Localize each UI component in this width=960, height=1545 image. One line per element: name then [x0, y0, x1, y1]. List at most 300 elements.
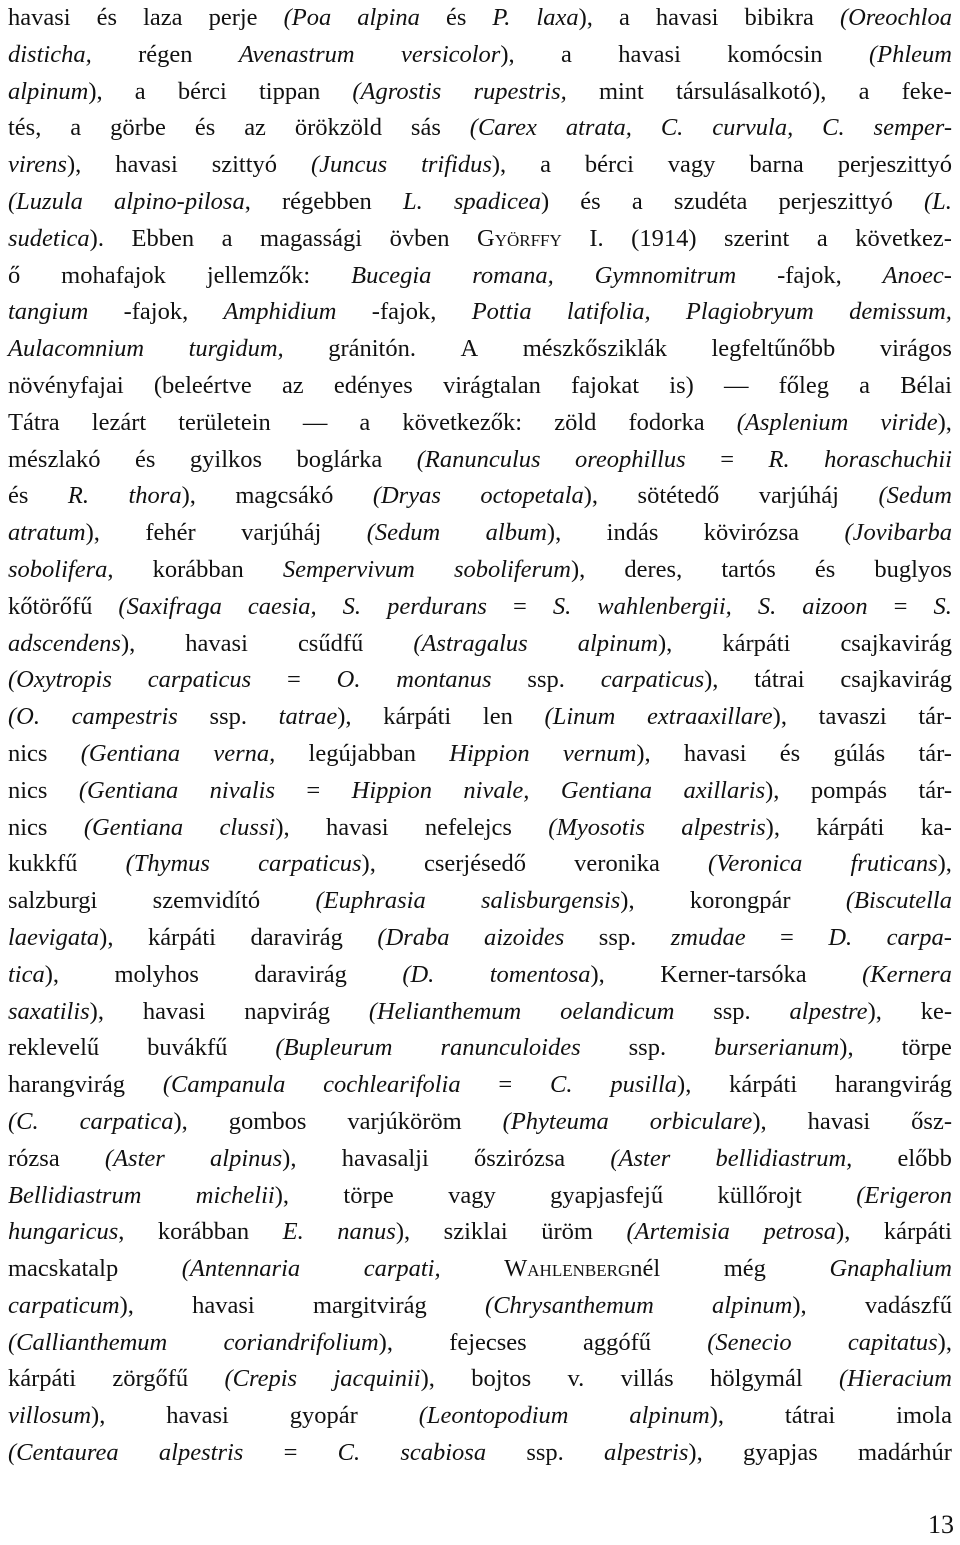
text: jellemzők:: [206, 261, 311, 289]
word: [839, 1361, 952, 1398]
text: havasi: [618, 40, 681, 68]
word: [724, 1251, 766, 1288]
text: sás: [410, 114, 441, 142]
word: [250, 920, 343, 957]
text: bojtos: [471, 1365, 532, 1393]
text-line: [8, 846, 952, 883]
italic-text: (Luzula: [8, 187, 83, 215]
text: ),: [420, 1365, 435, 1393]
text: üröm: [541, 1218, 593, 1246]
word: [97, 0, 117, 37]
word: [8, 37, 92, 74]
word: [460, 331, 478, 368]
italic-text: R.: [768, 445, 790, 473]
word: [724, 368, 749, 405]
italic-text: (Ranunculus: [416, 445, 541, 473]
text-line: [8, 368, 952, 405]
word: [481, 883, 635, 920]
word: [779, 368, 829, 405]
text: és: [580, 187, 601, 215]
word: [574, 846, 660, 883]
text: komócsin: [727, 40, 823, 68]
text-line: [8, 662, 952, 699]
italic-text: Avenastrum: [238, 40, 355, 68]
text: =: [780, 923, 794, 951]
word: [326, 810, 389, 847]
text: kukkfű: [8, 850, 78, 878]
text-line: [8, 1214, 952, 1251]
text: kárpáti: [816, 813, 885, 841]
word: [628, 405, 704, 442]
text: nics: [8, 776, 48, 804]
text: ),: [571, 555, 586, 583]
word: [351, 258, 431, 295]
word: [887, 920, 952, 957]
word: [779, 184, 893, 221]
italic-text: salisburgensis: [480, 887, 621, 915]
text: ),: [792, 1291, 807, 1319]
word: [470, 110, 537, 147]
word: [785, 1398, 835, 1435]
italic-text: oelandicum: [560, 997, 675, 1025]
italic-text: (Saxifraga: [118, 592, 222, 620]
word: [743, 1435, 818, 1472]
text: ),: [765, 813, 780, 841]
text: gyapjasfejű: [550, 1181, 664, 1209]
text: ),: [181, 482, 196, 510]
italic-text: (Draba: [377, 923, 450, 951]
word: [189, 331, 284, 368]
word: [413, 626, 527, 663]
word: [315, 883, 425, 920]
text: ),: [66, 151, 82, 179]
word: [480, 478, 598, 515]
text: a: [631, 187, 643, 215]
text-line: [8, 184, 952, 221]
text: a: [221, 224, 233, 252]
word: [449, 1325, 527, 1362]
word: [148, 662, 251, 699]
italic-text: extraaxillare: [647, 703, 773, 731]
italic-text: alpinum: [712, 1291, 793, 1319]
word: [8, 442, 101, 479]
word: [352, 74, 441, 111]
text-line: [8, 957, 952, 994]
word: [8, 1067, 125, 1104]
italic-text: atratum: [8, 519, 86, 547]
text: a: [561, 40, 572, 68]
word: [402, 957, 434, 994]
italic-text: Gentiana: [560, 776, 653, 804]
word: [902, 1030, 952, 1067]
text: varjúháj: [241, 519, 322, 547]
word: [190, 442, 262, 479]
text: a: [540, 151, 551, 179]
word: [8, 699, 40, 736]
text: és: [194, 114, 216, 142]
word: [669, 368, 694, 405]
text: örökzöld: [294, 114, 382, 142]
text: küllőrojt: [717, 1181, 802, 1209]
word: [607, 515, 659, 552]
text: margitvirág: [312, 1291, 427, 1319]
text: ),: [583, 482, 599, 510]
text: mint: [598, 77, 644, 105]
word: [567, 294, 651, 331]
italic-text: curvula,: [712, 114, 794, 142]
italic-text: C.: [822, 114, 845, 142]
italic-text: (Artemisia: [626, 1218, 730, 1246]
word: [713, 994, 750, 1031]
text: a: [858, 77, 870, 105]
word: [523, 331, 667, 368]
word: [934, 589, 952, 626]
word: [610, 1067, 691, 1104]
word: [561, 773, 652, 810]
text: övben: [389, 224, 450, 252]
text: következők:: [402, 408, 523, 436]
text: kárpáti: [8, 1365, 77, 1393]
text: törpe: [343, 1181, 394, 1209]
text: ),: [44, 960, 60, 988]
italic-text: sobolifera: [8, 555, 108, 583]
word: [681, 810, 780, 847]
page-number: 13: [928, 1510, 954, 1539]
word: [629, 1030, 666, 1067]
italic-text: Gnaphalium: [829, 1255, 952, 1283]
text: fajokat: [571, 371, 640, 399]
italic-text: D.: [828, 923, 853, 951]
text: szittyó: [211, 151, 278, 179]
word: [126, 846, 210, 883]
word: [708, 846, 802, 883]
word: [802, 589, 867, 626]
text: ),: [704, 666, 719, 694]
word: [486, 515, 562, 552]
word: [883, 258, 952, 295]
word: [490, 957, 605, 994]
italic-text: tomentosa: [489, 960, 591, 988]
word: [869, 37, 952, 74]
italic-text: fruticans: [850, 850, 938, 878]
italic-text: latifolia,: [566, 298, 651, 326]
word: [690, 883, 791, 920]
text: tippan: [258, 77, 321, 105]
text: cserjésedő: [423, 850, 527, 878]
word: [115, 147, 178, 184]
text: bibikra: [744, 4, 814, 31]
text: rózsa: [8, 1144, 60, 1172]
italic-text: Bellidiastrum: [8, 1181, 142, 1209]
word: [342, 1141, 429, 1178]
word: [8, 184, 83, 221]
italic-text: (Sedum: [878, 482, 952, 510]
text: I.: [589, 224, 604, 252]
word: [367, 515, 440, 552]
text: kövirózsa: [703, 519, 800, 547]
word: [859, 74, 870, 111]
word: [477, 221, 562, 258]
italic-text: S.: [342, 592, 362, 620]
text: gombos: [228, 1107, 307, 1135]
word: [900, 368, 952, 405]
italic-text: pusilla: [610, 1071, 678, 1099]
italic-text: (Poa: [283, 4, 332, 31]
text: ),: [361, 850, 376, 878]
italic-text: alpinus: [210, 1144, 283, 1172]
italic-text: turgidum,: [188, 335, 284, 363]
word: [8, 1288, 134, 1325]
text: is): [669, 371, 694, 399]
text: tavaszi: [818, 703, 887, 731]
word: [68, 478, 89, 515]
word: [390, 221, 450, 258]
text-line: [8, 110, 952, 147]
word: [474, 1141, 565, 1178]
italic-text: jacquinii: [333, 1365, 421, 1393]
text: buvákfű: [147, 1034, 228, 1062]
text: törpe: [901, 1034, 952, 1062]
word: [147, 1030, 227, 1067]
text: görbe: [110, 114, 166, 142]
text: gyopár: [289, 1402, 358, 1430]
text: ),: [282, 1144, 297, 1172]
italic-text: C.: [550, 1071, 573, 1099]
italic-text: verna,: [213, 739, 276, 767]
italic-text: (Veronica: [708, 850, 803, 878]
text: Kerner-tarsóka: [660, 960, 807, 988]
word: [729, 1067, 797, 1104]
italic-text: Pottia: [471, 298, 532, 326]
word: [921, 810, 952, 847]
text: a: [816, 224, 828, 252]
text: ),: [590, 960, 605, 988]
text-line: [8, 699, 952, 736]
text-line: [8, 1251, 952, 1288]
word: [597, 589, 732, 626]
word: [387, 589, 487, 626]
italic-text: alpestris: [158, 1439, 244, 1467]
text: =: [306, 776, 321, 804]
text-line: [8, 736, 952, 773]
text: laza: [143, 4, 183, 31]
word: [717, 1178, 801, 1215]
word: [309, 736, 417, 773]
text: kárpáti: [883, 1218, 952, 1246]
word: [828, 920, 852, 957]
word: [328, 331, 416, 368]
italic-text: S.: [552, 592, 572, 620]
italic-text: (Asplenium: [736, 408, 849, 436]
text-line: [8, 883, 952, 920]
text: kárpáti: [147, 923, 216, 951]
word: [424, 846, 526, 883]
text: —: [302, 408, 328, 436]
italic-text: (Senecio: [707, 1328, 792, 1356]
word: [589, 221, 603, 258]
text: ),: [546, 519, 562, 547]
word: [135, 74, 146, 111]
italic-text: trifidus: [421, 151, 492, 179]
word: [135, 442, 155, 479]
italic-text: (Campanula: [162, 1071, 286, 1099]
text: kárpáti: [729, 1071, 798, 1099]
text: virágtalan: [442, 371, 541, 399]
text: szudéta: [673, 187, 748, 215]
word: [154, 368, 252, 405]
text-line: [8, 221, 952, 258]
word: [712, 1288, 807, 1325]
italic-text: atrata,: [565, 114, 632, 142]
word: [369, 994, 521, 1031]
text: kőtörőfű: [8, 592, 93, 620]
body-text: [8, 0, 952, 1472]
text: főleg: [778, 371, 829, 399]
text: harangvirág: [8, 1071, 125, 1099]
text: ),: [752, 1107, 767, 1135]
word: [604, 1435, 703, 1472]
italic-text: cochlearifolia: [323, 1071, 461, 1099]
word: [148, 920, 216, 957]
word: [153, 883, 261, 920]
word: [897, 1141, 951, 1178]
word: [213, 736, 275, 773]
word: [143, 0, 182, 37]
text: magcsákó: [235, 482, 334, 510]
word: [924, 184, 952, 221]
word: [8, 110, 41, 147]
word: [8, 147, 81, 184]
word: [444, 1214, 508, 1251]
text: daravirág: [250, 923, 343, 951]
word: [858, 1435, 952, 1472]
italic-text: Aulacomnium: [8, 335, 145, 363]
word: [683, 773, 779, 810]
word: [880, 331, 952, 368]
italic-text: adscendens: [8, 629, 121, 657]
italic-text: tica: [8, 960, 45, 988]
italic-text: horaschuchii: [824, 445, 952, 473]
italic-text: carpa-: [886, 923, 952, 951]
text: kárpáti: [383, 703, 452, 731]
italic-text: Hippion: [449, 739, 530, 767]
text: területein: [178, 408, 271, 436]
small-caps-text: Wahlenberg: [504, 1255, 631, 1283]
text-line: [8, 1030, 952, 1067]
word: [8, 1398, 105, 1435]
word: [114, 184, 251, 221]
italic-text: carpatica: [79, 1107, 174, 1135]
word: [610, 1141, 670, 1178]
word: [92, 405, 146, 442]
text: indás: [606, 519, 659, 547]
italic-text: Anoec-: [882, 261, 952, 289]
text: havasi: [8, 4, 71, 31]
text-line: [8, 589, 952, 626]
italic-text: S.: [757, 592, 777, 620]
italic-text: tatrae: [278, 703, 338, 731]
text: ssp.: [209, 703, 247, 731]
text: régebben: [282, 187, 372, 215]
word: [838, 147, 952, 184]
text: vagy: [667, 151, 716, 179]
text: -fajok,: [777, 261, 842, 289]
word: [207, 258, 310, 295]
italic-text: viride: [880, 408, 938, 436]
word: [185, 626, 248, 663]
word: [840, 626, 952, 663]
word: [540, 147, 551, 184]
word: [115, 957, 199, 994]
italic-text: ranunculoides: [440, 1034, 581, 1062]
small-caps-text: Györffy: [477, 224, 562, 252]
text: Ebben: [131, 224, 195, 252]
word: [8, 515, 100, 552]
word: [8, 368, 124, 405]
word: [138, 37, 192, 74]
text: a: [618, 4, 630, 31]
word: [550, 1178, 663, 1215]
text: varjúháj: [758, 482, 839, 510]
text: A: [460, 335, 479, 363]
word: [668, 147, 716, 184]
word: [578, 626, 673, 663]
word: [833, 736, 885, 773]
word: [599, 920, 636, 957]
text: mészlakó: [8, 445, 101, 473]
word: [8, 589, 92, 626]
italic-text: burserianum: [714, 1034, 840, 1062]
word: [918, 773, 952, 810]
word: [118, 589, 221, 626]
word: [601, 662, 719, 699]
italic-text: (Carex: [469, 114, 537, 142]
word: [223, 1325, 392, 1362]
word: [878, 478, 951, 515]
italic-text: octopetala: [480, 482, 584, 510]
italic-text: Sempervivum: [282, 555, 415, 583]
word: [448, 1178, 496, 1215]
text: a: [70, 114, 82, 142]
text: bérci: [177, 77, 227, 105]
text: vagy: [448, 1181, 496, 1209]
word: [357, 0, 420, 37]
text: ),: [839, 1034, 854, 1062]
italic-text: L.: [402, 187, 423, 215]
word: [599, 74, 644, 111]
text: a: [359, 408, 371, 436]
text: ),: [89, 997, 104, 1025]
text: ),: [173, 1107, 188, 1135]
text: ): [540, 187, 550, 215]
italic-text: soboliferum: [453, 555, 571, 583]
italic-text: nanus: [337, 1218, 396, 1246]
text: imola: [896, 1402, 952, 1430]
italic-text: zmudae: [670, 923, 746, 951]
word: [829, 1251, 952, 1288]
italic-text: R.: [67, 482, 89, 510]
text: =: [720, 445, 735, 473]
word: [224, 294, 337, 331]
word: [759, 478, 839, 515]
text: aggófű: [582, 1328, 652, 1356]
word: [626, 1214, 729, 1251]
word: [884, 1214, 952, 1251]
word: [110, 110, 166, 147]
text: régen: [138, 40, 193, 68]
word: [195, 110, 215, 147]
word: [212, 147, 277, 184]
